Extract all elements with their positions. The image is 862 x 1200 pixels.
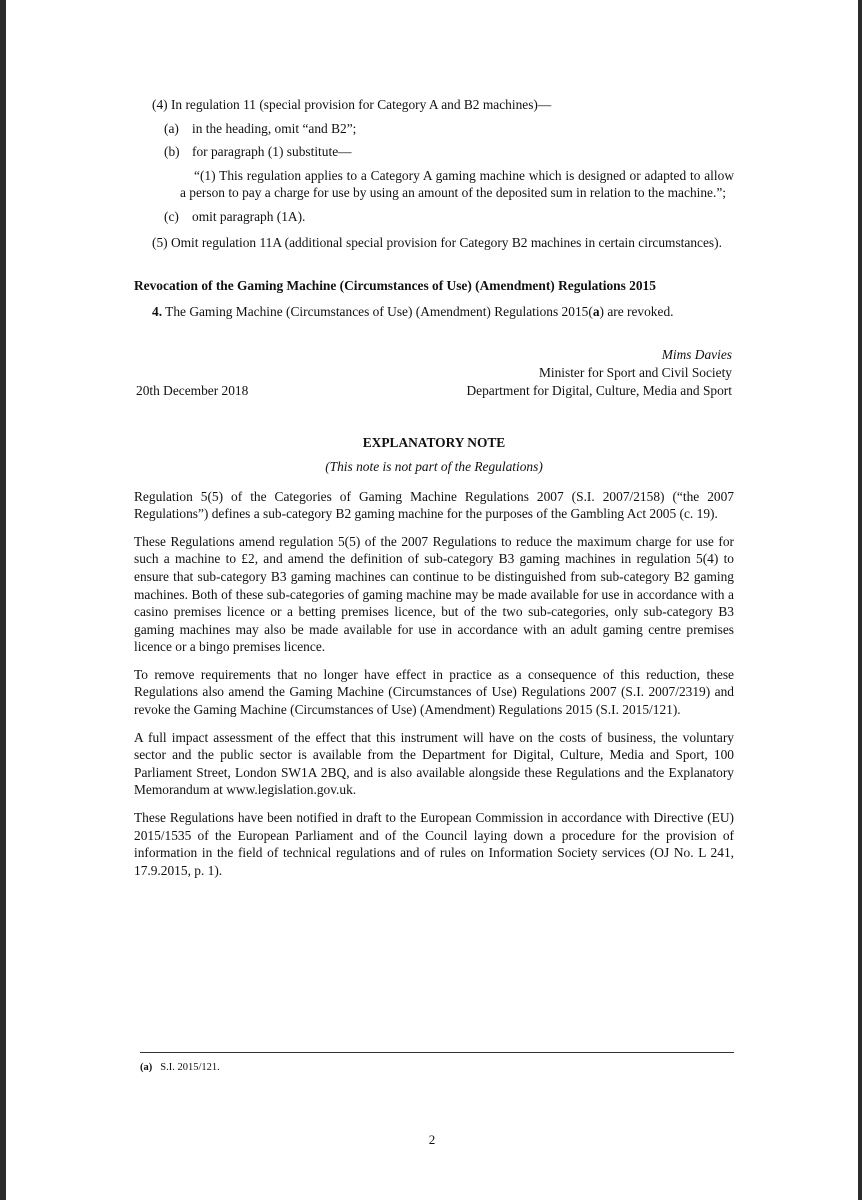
note-paragraph: To remove requirements that no longer have effect in practice as a consequence of this reduction, these Regulations also amend the Gaming Machine (Circumstances of Use) Regulations 2007 (S.I. 2007/2319) and revoke the Gaming Machine (Circumstances of Use) (Amendment) Regulations 2015 (S.I. 2015/121). bbox=[134, 666, 734, 718]
explanatory-note-subtitle: (This note is not part of the Regulations) bbox=[325, 458, 543, 474]
footnote-text: S.I. 2015/121. bbox=[160, 1062, 220, 1073]
item-text: in the heading, omit “and B2”; bbox=[192, 120, 357, 136]
footnote-ref: a bbox=[592, 303, 600, 319]
item-text: for paragraph (1) substitute— bbox=[192, 144, 352, 160]
revocation-heading: Revocation of the Gaming Machine (Circumstances of Use) (Amendment) Regulations 2015 bbox=[134, 278, 656, 294]
note-paragraph: A full impact assessment of the effect that this instrument will have on the costs of business, the voluntary sector and the public sector is available from the Department for Digital, Culture, Media and Sport, 100 Parliament Street, London SW1A 2BQ, and is also available alongside these Regulations and the Explanatory Memorandum at www.legislation.gov.uk. bbox=[134, 729, 734, 798]
section-5: (5) Omit regulation 11A (additional special provision for Category B2 machines in certain circumstances). bbox=[152, 234, 722, 250]
page-number: 2 bbox=[428, 1132, 436, 1147]
note-paragraph: Regulation 5(5) of the Categories of Gaming Machine Regulations 2007 (S.I. 2007/2158) (“the 2007 Regulations”) defines a sub-category B2 gaming machine for the purposes of the Gambling Act 2005 (c. 19). bbox=[134, 488, 734, 522]
regulation-4: 4. The Gaming Machine (Circumstances of Use) (Amendment) Regulations 2015(a) are revoked. bbox=[152, 303, 674, 319]
list-item bbox=[134, 143, 734, 161]
item-label: (c) bbox=[164, 208, 179, 224]
note-paragraph: These Regulations have been notified in draft to the European Commission in accordance with Directive (EU) 2015/1535 of the European Parliament and of the Council laying down a procedure for the provision of information in the field of technical regulations and of rules on Information Society services (OJ No. L 241, 17.9.2015, p. 1). bbox=[134, 810, 734, 878]
explanatory-note-title: EXPLANATORY NOTE bbox=[362, 435, 506, 451]
regulation-number: 4. bbox=[152, 303, 163, 319]
page-content bbox=[134, 96, 734, 879]
substituted-paragraph-quote: “(1) This regulation applies to a Category A gaming machine which is designed or adapted to allow a person to pay a charge for use by using an amount of the deposited sum in relation to the machine.”; bbox=[180, 167, 734, 201]
item-text: omit paragraph (1A). bbox=[192, 208, 306, 224]
explanatory-note-body bbox=[134, 488, 734, 880]
item-label: (a) bbox=[164, 120, 179, 136]
signatory-name: Mims Davies bbox=[661, 347, 732, 363]
signatory-department: Department for Digital, Culture, Media and Sport bbox=[466, 383, 732, 399]
footnote-divider bbox=[140, 1052, 734, 1053]
list-item bbox=[134, 208, 734, 226]
footnote bbox=[140, 1062, 220, 1073]
note-paragraph: These Regulations amend regulation 5(5) of the 2007 Regulations to reduce the maximum charge for use for such a machine to £2, and amend the definition of sub-category B3 gaming machines in regulation 5(4) to ensure that sub-category B3 gaming machines can continue to be distinguished from sub-category B2 gaming machines. Both of these sub-categories of gaming machine may be made available for use in accordance with a casino premises licence or a betting premises licence, but of the two sub-categories, only sub-category B3 gaming machines may also be made available for use in accordance with an adult gaming centre premises licence or a bingo premises licence. bbox=[134, 533, 734, 655]
list-item bbox=[134, 120, 734, 138]
signature-block bbox=[134, 346, 734, 406]
section-4-intro: (4) In regulation 11 (special provision for Category A and B2 machines)— bbox=[152, 97, 552, 112]
signatory-role: Minister for Sport and Civil Society bbox=[538, 365, 732, 381]
signature-date: 20th December 2018 bbox=[136, 383, 249, 399]
item-label: (b) bbox=[164, 144, 180, 160]
footnote-label: (a) bbox=[140, 1062, 153, 1073]
document-page bbox=[6, 0, 858, 1200]
